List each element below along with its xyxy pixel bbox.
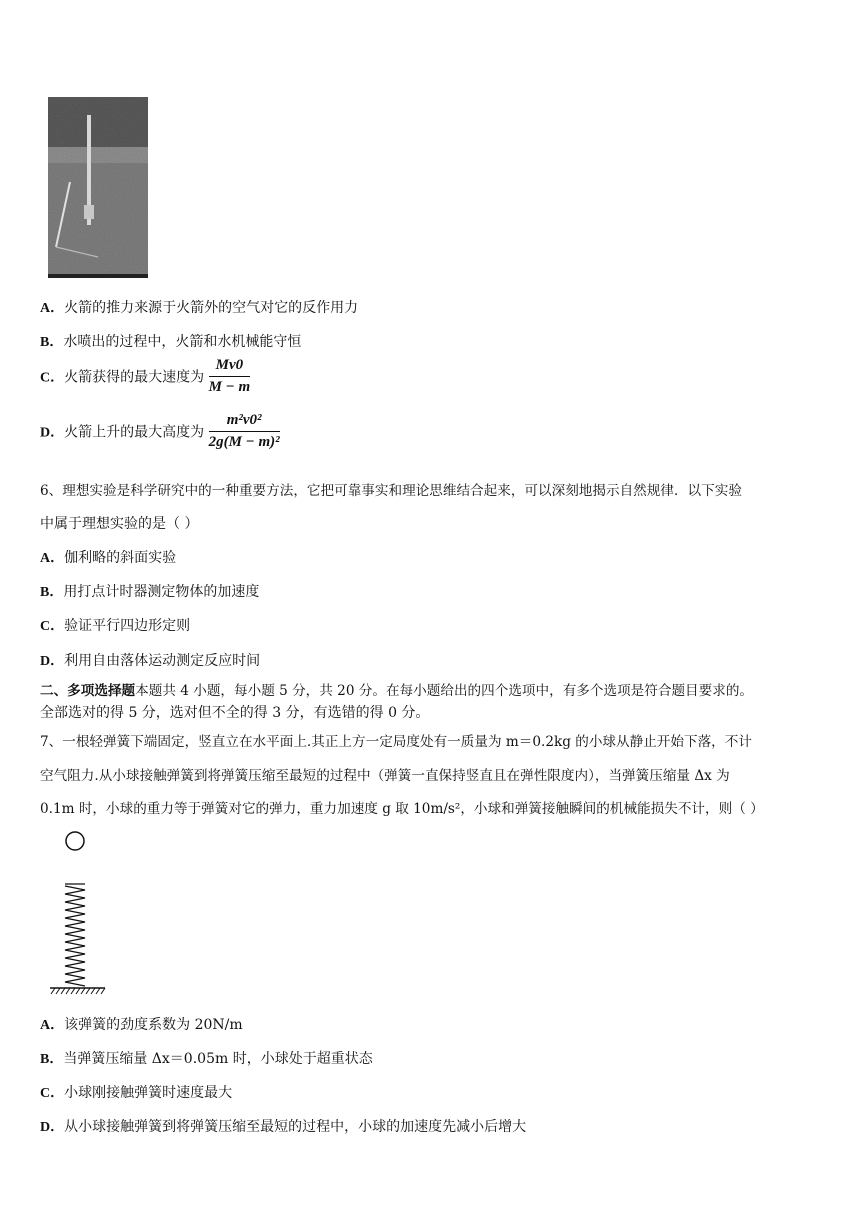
formula-denominator: 2g(M − m)² [208, 434, 280, 450]
q6-stem-line1: 6、理想实验是科学研究中的一种重要方法，它把可靠事实和理论思维结合起来，可以深刻地揭示自然规律．以下实验 [40, 483, 742, 499]
option-text: 水喷出的过程中，火箭和水机械能守恒 [63, 334, 302, 350]
section-instructions: 本题共 4 小题，每小题 5 分，共 20 分。在每小题给出的四个选项中，有多个选项是符合题目要求的。 [135, 683, 754, 699]
spring [65, 886, 85, 986]
q6-option-d [40, 650, 260, 670]
section-heading: 二、多项选择题 [40, 683, 136, 699]
water-rocket-photo [48, 97, 148, 278]
option-letter: D． [40, 1120, 65, 1135]
option-letter: B． [40, 335, 64, 350]
q6-option-c [40, 615, 190, 635]
q5-option-a [40, 297, 358, 317]
q7-stem-line2: 空气阻力.从小球接触弹簧到将弹簧压缩至最短的过程中（弹簧一直保持竖直且在弹性限度内），当弹簧压缩量 Δx 为 [40, 768, 730, 784]
option-text: 验证平行四边形定则 [64, 618, 191, 634]
max-height-formula [209, 412, 280, 451]
q5-option-d [40, 412, 280, 451]
max-velocity-formula [209, 357, 251, 396]
option-text: 火箭的推力来源于火箭外的空气对它的反作用力 [64, 300, 359, 316]
q7-option-b [40, 1048, 373, 1068]
formula-numerator: Mv0 [209, 357, 251, 377]
q7-stem-line3: 0.1m 时，小球的重力等于弹簧对它的弹力，重力加速度 g 取 10m/s²，小球和弹簧接触瞬间的机械能损失不计，则（ ） [40, 801, 764, 817]
section2-line2: 全部选对的得 5 分，选对但不全的得 3 分，有选错的得 0 分。 [40, 705, 430, 721]
option-text: 用打点计时器测定物体的加速度 [63, 584, 260, 600]
option-letter: C． [40, 1086, 65, 1101]
option-text: 伽利略的斜面实验 [64, 550, 177, 566]
option-letter: A． [40, 1018, 65, 1033]
ball [66, 832, 84, 850]
q6-option-a [40, 547, 176, 567]
option-text: 火箭获得的最大速度为 [64, 369, 205, 386]
option-letter: C． [40, 370, 65, 386]
option-letter: B． [40, 585, 64, 600]
option-text: 利用自由落体运动测定反应时间 [64, 653, 261, 669]
q7-option-d [40, 1116, 526, 1136]
option-letter: C． [40, 619, 65, 634]
option-text: 当弹簧压缩量 Δx＝0.05m 时，小球处于超重状态 [63, 1051, 373, 1067]
option-text: 从小球接触弹簧到将弹簧压缩至最短的过程中，小球的加速度先减小后增大 [64, 1119, 527, 1135]
option-letter: D． [40, 654, 65, 669]
formula-denominator: M − m [208, 379, 251, 395]
q7-option-c [40, 1082, 232, 1102]
option-letter: D． [40, 425, 65, 441]
option-letter: B． [40, 1052, 64, 1067]
spring-ball-diagram [45, 828, 115, 998]
q5-option-b [40, 331, 301, 351]
q7-option-a [40, 1014, 243, 1034]
q5-option-c [40, 357, 250, 396]
option-text: 小球刚接触弹簧时速度最大 [64, 1085, 233, 1101]
option-text: 火箭上升的最大高度为 [64, 424, 205, 441]
section2-line1 [40, 679, 753, 699]
q6-option-b [40, 581, 259, 601]
option-letter: A． [40, 551, 65, 566]
q6-stem-line2: 中属于理想实验的是（ ） [40, 516, 199, 532]
formula-numerator: m²v0² [209, 412, 280, 432]
q7-stem-line1: 7、一根轻弹簧下端固定，竖直立在水平面上.其正上方一定局度处有一质量为 m＝0.2kg 的小球从静止开始下落，不计 [40, 734, 752, 750]
option-text: 该弹簧的劲度系数为 20N/m [64, 1017, 243, 1033]
option-letter: A． [40, 301, 65, 316]
